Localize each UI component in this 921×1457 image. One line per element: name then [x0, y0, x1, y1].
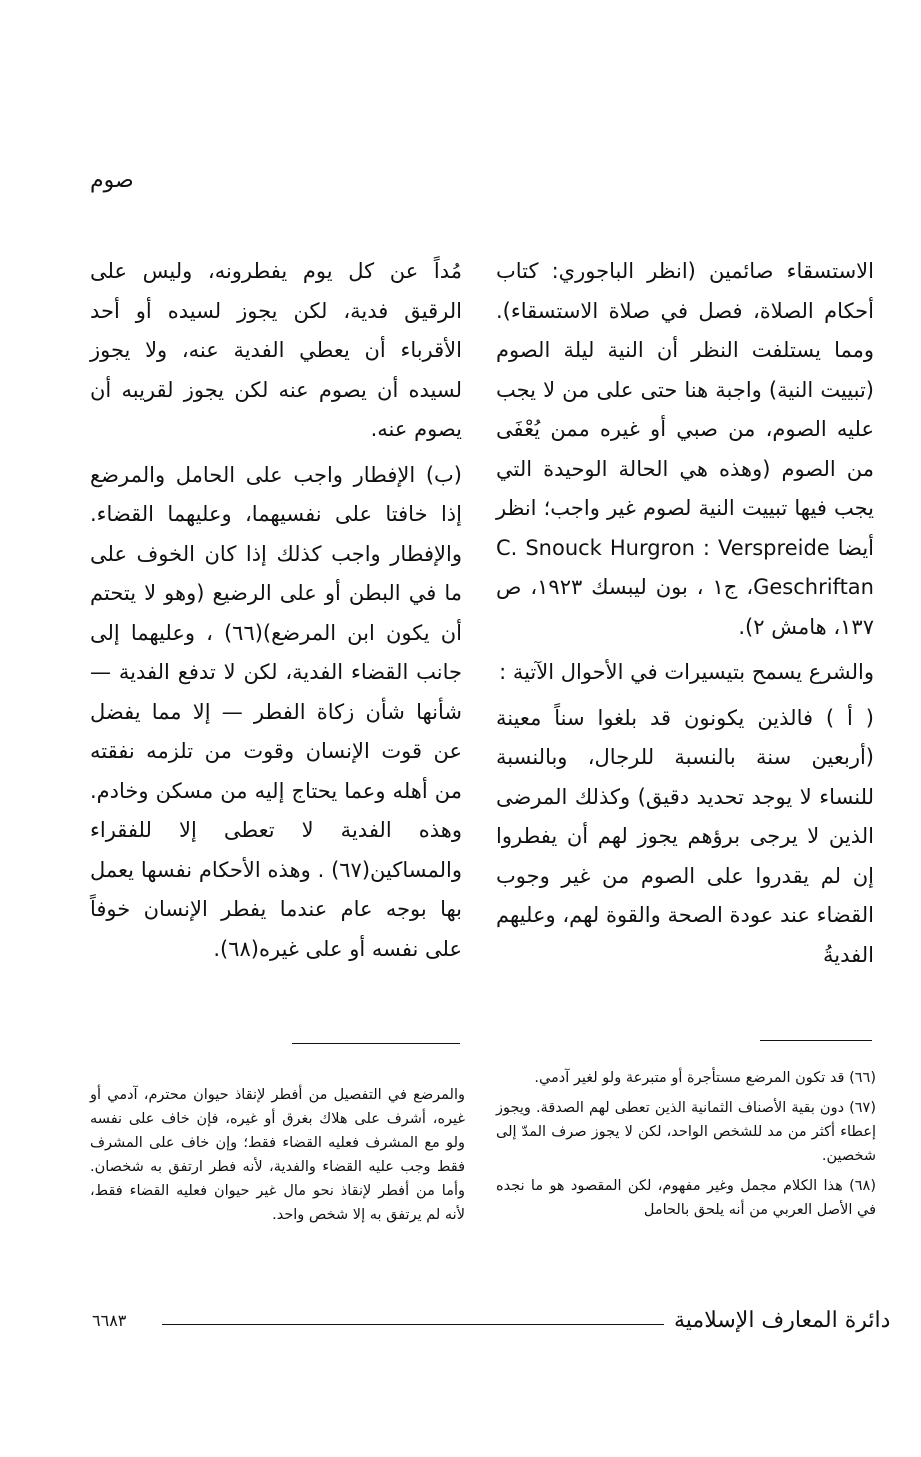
footnote-divider-right: [760, 1040, 872, 1041]
footnote-continuation-block: [90, 1083, 465, 1233]
running-head: صوم: [90, 168, 134, 193]
right-column: [496, 252, 874, 975]
footnote-67: (٦٧) دون بقية الأصناف الثمانية الذين تعطى لهم الصدقة. ويجوز إعطاء أكثر من مد للشخص الواحد، لكن لا يجوز صرف المدّ إلى شخصين.: [496, 1100, 876, 1164]
paragraph-istisqa: الاستسقاء صائمين (انظر الباجوري: كتاب أحكام الصلاة، فصل في صلاة الاستسقاء). ومما يستلفت النظر أن النية ليلة الصوم (تبييت النية) واجبة هنا حتى على من لا يجب عليه الصوم، من صبي أو غيره ممن يُعْفَى من الصوم (وهذه هي الحالة الوحيدة التي يجب فيها تبييت النية لصوم غير واجب؛ انظر أيضا C. Snouck Hurgron : Verspreide Geschriftan، ج١ ، بون ليبسك ١٩٢٣، ص ١٣٧، هامش ٢).: [496, 259, 874, 639]
footer-rule: [162, 1324, 664, 1325]
paragraph-case-a: ( أ ) فالذين يكونون قد بلغوا سناً معينة (أربعين سنة بالنسبة للرجال، وبالنسبة للنساء لا يوجد تحديد دقيق) وكذلك المرضى الذين لا يرجى برؤهم يجوز لهم أن يفطروا إن لم يقدروا على الصوم من غير وجوب القضاء عند عودة الصحة والقوة لهم، وعليهم الفديةُ: [496, 705, 874, 967]
left-column: [90, 252, 462, 969]
footnote-divider-left: [292, 1043, 460, 1044]
footnote-68: (٦٨) هذا الكلام مجمل وغير مفهوم، لكن المقصود هو ما نجده في الأصل العربي من أنه يلحق بالحامل: [496, 1178, 876, 1218]
paragraph-concessions-intro: والشرع يسمح بتيسيرات في الأحوال الآتية :: [499, 660, 874, 684]
paragraph-fidya: مُداً عن كل يوم يفطرونه، وليس على الرقيق فدية، لكن يجوز لسيده أو أحد الأقرباء أن يعطي الفدية عنه، ولا يجوز لسيده أن يصوم عنه لكن يجوز لقريبه أن يصوم عنه.: [90, 259, 462, 441]
footnote-66: (٦٦) قد تكون المرضع مستأجرة أو متبرعة ولو لغير آدمي.: [534, 1070, 876, 1086]
footnotes: [496, 1066, 876, 1228]
paragraph-case-b: (ب) الإفطار واجب على الحامل والمرضع إذا خافتا على نفسيهما، وعليهما القضاء. والإفطار واجب كذلك إذا كان الخوف على ما في البطن أو على الرضيع (وهو لا يتحتم أن يكون ابن المرضع)(٦٦) ، وعليهما إلى جانب القضاء الفدية، لكن لا تدفع الفدية — شأنها شأن زكاة الفطر — إلا مما يفضل عن قوت الإنسان وقوت من تلزمه نفقته من أهله وعما يحتاج إليه من مسكن وخادم. وهذه الفدية لا تعطى إلا للفقراء والمساكين(٦٧) . وهذه الأحكام نفسها يعمل بها بوجه عام عندما يفطر الإنسان خوفاً على نفسه أو على غيره(٦٨).: [90, 462, 462, 961]
page-number: ٦٦٨٣: [92, 1311, 127, 1330]
footer-journal-title: دائرة المعارف الإسلامية: [674, 1308, 891, 1333]
footnote-68-continuation: والمرضع في التفصيل من أفطر لإنقاذ حيوان محترم، آدمي أو غيره، أشرف على هلاك بغرق أو غيره، فإن خاف على نفسه ولو مع المشرف فعليه القضاء فقط؛ وإن خاف على المشرف فقط وجب عليه القضاء والفدية، لأنه فطر ارتفق به شخصان. وأما من أفطر لإنقاذ نحو مال غير حيوان فعليه القضاء فقط، لأنه لم يرتفق به إلا شخص واحد.: [90, 1087, 465, 1223]
